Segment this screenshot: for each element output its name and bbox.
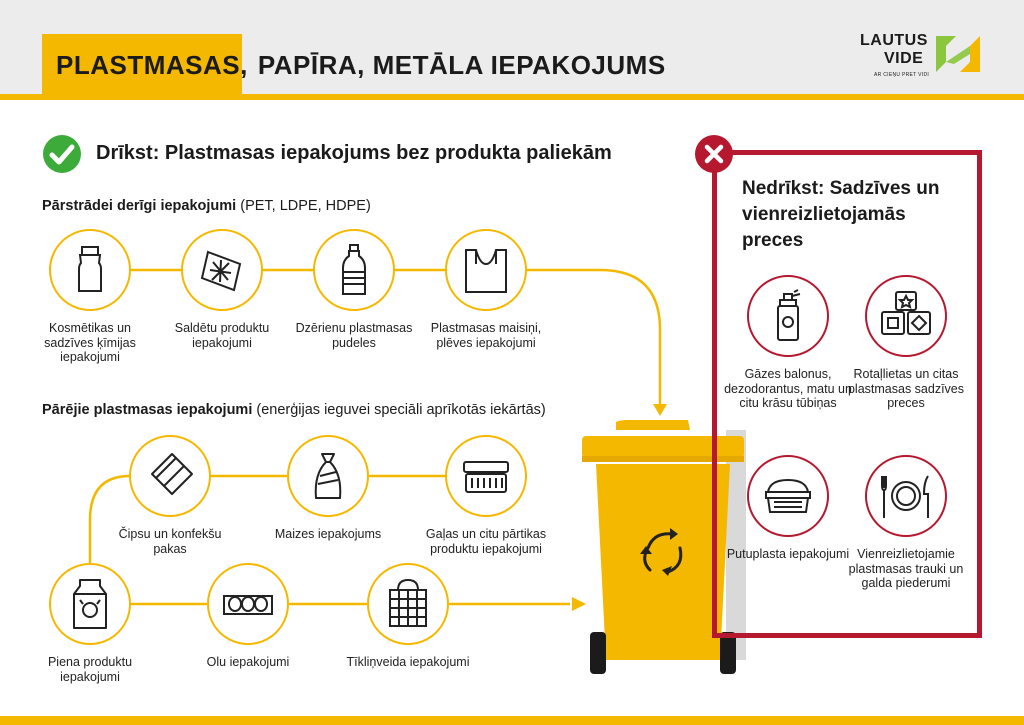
spray-can-icon <box>760 288 816 344</box>
item-frozen-circle <box>181 229 263 311</box>
item-plastic-bag-circle <box>445 229 527 311</box>
item-cosmetics-circle <box>49 229 131 311</box>
item-cosmetics-label: Kosmētikas un sadzīves ķīmijas iepakojumi <box>44 321 136 364</box>
other-title: Pārējie plastmasas iepakojumi <box>42 402 253 418</box>
item-net-bag-label: Tīkliņveida iepakojumi <box>346 655 470 669</box>
egg-carton-icon <box>220 576 276 632</box>
item-spray-circle <box>747 275 829 357</box>
chips-bag-icon <box>142 448 198 504</box>
frozen-pack-icon <box>194 242 250 298</box>
item-milk-circle <box>49 563 131 645</box>
logo-line1: LAUTUS <box>860 32 928 49</box>
title-rest: PAPĪRA, METĀLA IEPAKOJUMS <box>257 50 666 80</box>
cross-icon <box>694 134 734 174</box>
bottle-icon <box>63 243 117 297</box>
not-allowed-heading: Nedrīkst: Sadzīves un vienreizlietojamās preces <box>742 178 940 251</box>
item-net-bag-circle <box>367 563 449 645</box>
foam-box-icon <box>760 468 816 524</box>
allowed-heading: Drīkst: Plastmasas iepakojums bez produkta paliekām <box>96 142 612 164</box>
toy-blocks-icon <box>878 288 934 344</box>
bread-bag-icon <box>300 448 356 504</box>
item-cutlery-label: Vienreizlietojamie plastmasas trauki un galda piederumi <box>848 547 964 590</box>
item-spray-label: Gāzes balonus, dezodorantus, matu un citu krāsu tūbiņas <box>724 367 852 410</box>
item-food-container-circle <box>445 435 527 517</box>
item-toys-circle <box>865 275 947 357</box>
item-chips-circle <box>129 435 211 517</box>
item-toys-label: Rotaļlietas un citas plastmasas sadzīves preces <box>847 367 965 410</box>
item-drink-bottle-circle <box>313 229 395 311</box>
item-food-container-label: Gaļas un citu pārtikas produktu iepakojumi <box>425 527 547 556</box>
item-bread-circle <box>287 435 369 517</box>
item-chips-label: Čipsu un konfekšu pakas <box>118 527 222 556</box>
title-first-word: PLASTMASAS, <box>56 50 248 80</box>
item-egg-circle <box>207 563 289 645</box>
logo-tagline: AR CIEŅU PRET VIDI <box>874 72 930 78</box>
item-foam-label: Putuplasta iepakojumi <box>726 547 850 561</box>
item-egg-label: Olu iepakojumi <box>206 655 290 669</box>
logo-line2: VIDE <box>884 50 924 67</box>
plate-cutlery-icon <box>878 468 934 524</box>
item-milk-label: Piena produktu iepakojumi <box>47 655 133 684</box>
other-title-note: (enerģijas ieguvei speciāli aprīkotās iekārtās) <box>252 402 546 418</box>
net-bag-icon <box>380 576 436 632</box>
recyclable-title: Pārstrādei derīgi iepakojumi <box>42 198 237 214</box>
item-frozen-label: Saldētu produktu iepakojumi <box>174 321 270 350</box>
item-cutlery-circle <box>865 455 947 537</box>
item-plastic-bag-label: Plastmasas maisiņi, plēves iepakojumi <box>430 321 542 350</box>
item-drink-bottle-label: Dzērienu plastmasas pudeles <box>295 321 413 350</box>
water-bottle-icon <box>327 242 381 298</box>
item-bread-label: Maizes iepakojums <box>274 527 382 541</box>
milk-carton-icon <box>62 576 118 632</box>
footer-band <box>0 716 1024 725</box>
recyclable-title-note: (PET, LDPE, HDPE) <box>236 198 371 214</box>
item-foam-circle <box>747 455 829 537</box>
plastic-bag-icon <box>458 242 514 298</box>
food-container-icon <box>458 448 514 504</box>
